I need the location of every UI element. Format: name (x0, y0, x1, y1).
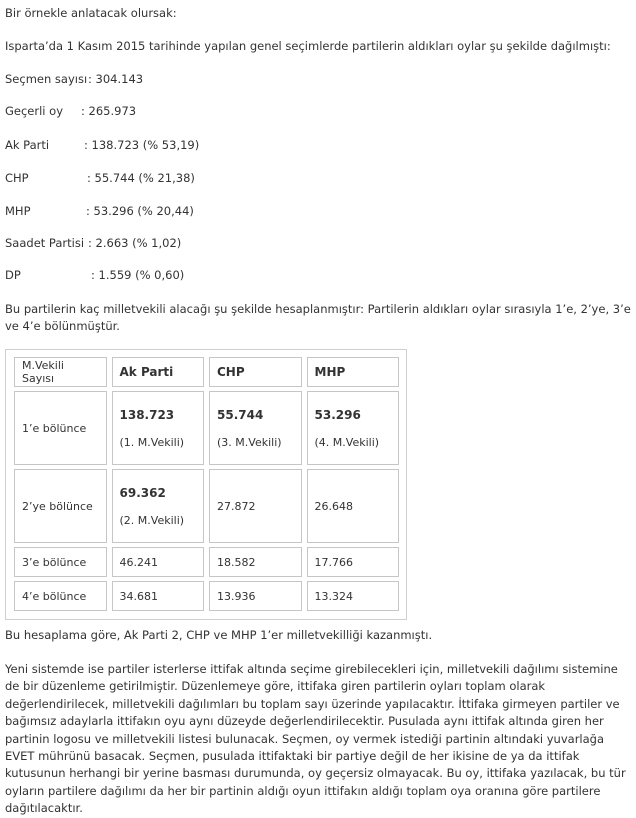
cell-note: (3. M.Vekili) (217, 435, 282, 449)
table-cell: 17.766 (307, 547, 400, 577)
stat-value: : 53.296 (% 20,44) (86, 204, 194, 218)
cell-value: 69.362 (119, 485, 166, 500)
stat-label: MHP (5, 204, 31, 218)
header-cell: M.Vekili Sayısı (14, 357, 107, 387)
row-label: 3’e bölünce (14, 547, 107, 577)
table-cell: 26.648 (307, 469, 400, 543)
stat-label: CHP (5, 171, 29, 185)
header-cell: CHP (209, 357, 302, 387)
cell-note: (4. M.Vekili) (314, 435, 380, 449)
stat-value: : 2.663 (% 1,02) (88, 236, 182, 250)
cell-value: 55.744 (217, 407, 264, 422)
table-cell: 13.936 (209, 581, 302, 611)
header-cell: Ak Parti (112, 357, 205, 387)
table-row (14, 581, 399, 611)
stat-chp (5, 171, 195, 185)
cell-note: (1. M.Vekili) (119, 435, 185, 449)
stat-mhp (5, 204, 194, 218)
stat-value: : 1.559 (% 0,60) (91, 268, 185, 282)
stat-label: DP (5, 268, 21, 282)
stat-saadet (5, 236, 181, 250)
cell-value: 53.296 (314, 407, 361, 422)
new-system-text: Yeni sistemde ise partiler isterlerse ittifak altında seçime girebilecekleri için, milletvekili dağılımı sistemine de bir düzenleme getirilmiştir. Düzenlemeye göre, ittifaka giren partilerin oyları toplam olarak değerlendirilecek, milletvekili dağılımları bu toplam sayı üzerinde yapılacaktır. İttifaka girmeyen partiler ve bağımsız adaylarla ittifakın oyu aynı düzeyde değerlendirilecektir. Pusulada aynı ittifak altında giren her partinin logosu ve milletvekili listesi bulunacak. Seçmen, oy vermek istediği partinin altındaki yuvarlağa EVET mührünü basacak. Seçmen, pusulada ittifaktaki bir partiye değil de her ikisine de ya da ittifak kutusunun herhangi bir yerine basması durumunda, oy geçersiz olmayacak. Bu oy, ittifaka yazılacak, bu tür oyların partilere dağılımı da her bir partinin aldığı oyun ittifakın aldığı toplam oya oranına göre partilere dağıtılacaktır. (5, 662, 626, 816)
stat-value: : 304.143 (88, 72, 144, 86)
table-header-row (14, 357, 399, 387)
table-row (14, 547, 399, 577)
stat-ak-parti (5, 138, 199, 152)
stat-value: : 55.744 (% 21,38) (87, 171, 195, 185)
stat-dp (5, 268, 184, 282)
stat-label: Seçmen sayısı (5, 72, 88, 86)
stat-value: : 138.723 (% 53,19) (84, 138, 200, 152)
cell-value: 138.723 (119, 407, 175, 422)
table-cell: 46.241 (112, 547, 205, 577)
stat-label: Geçerli oy (5, 104, 63, 118)
result-text: Bu hesaplama göre, Ak Parti 2, CHP ve MHP 1’er milletvekilliği kazanmıştı. (5, 628, 433, 642)
stat-value: : 265.973 (81, 104, 137, 118)
context-text: Isparta’da 1 Kasım 2015 tarihinde yapılan genel seçimlerde partilerin aldıkları oylar şu şekilde dağılmıştı: (5, 39, 611, 53)
intro-text: Bir örnekle anlatacak olursak: (5, 6, 177, 20)
table-cell (307, 391, 400, 465)
table-cell (112, 391, 205, 465)
table-cell: 27.872 (209, 469, 302, 543)
stat-label: Saadet Partisi (5, 236, 85, 250)
table-cell: 18.582 (209, 547, 302, 577)
stat-voters (5, 72, 143, 86)
cell-note: (2. M.Vekili) (119, 513, 185, 527)
table-row (14, 391, 399, 465)
row-label: 1’e bölünce (14, 391, 107, 465)
table-cell (112, 469, 205, 543)
stat-label: Ak Parti (5, 138, 50, 152)
table-cell: 34.681 (112, 581, 205, 611)
table-row (14, 469, 399, 543)
row-label: 2’ye bölünce (14, 469, 107, 543)
table-cell: 13.324 (307, 581, 400, 611)
stat-valid-votes (5, 104, 136, 118)
row-label: 4’e bölünce (14, 581, 107, 611)
seat-table (5, 349, 407, 620)
explain-text: Bu partilerin kaç milletvekili alacağı şu şekilde hesaplanmıştır: Partilerin aldıkları oylar sırasıyla 1’e, 2’ye, 3’e ve 4’e bölünmüştür. (5, 302, 631, 333)
header-cell: MHP (307, 357, 400, 387)
table-cell (209, 391, 302, 465)
